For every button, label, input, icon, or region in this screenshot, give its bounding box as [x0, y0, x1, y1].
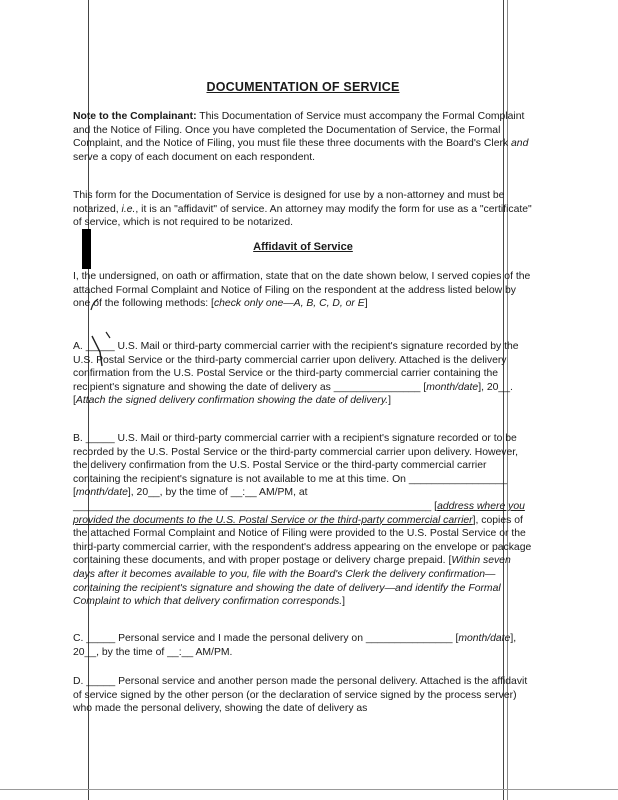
option-b-time-text: ], 20__, by the time of __:__ AM/PM, at ______________________________________________________________ — [73, 487, 432, 512]
note-paragraph — [73, 110, 533, 164]
option-d-paragraph — [73, 675, 533, 716]
form-text-1: This form for the Documentation of Service is designed for use by a non-attorney and must be notarized, — [73, 190, 505, 215]
note-label: Note to the Complainant: — [73, 111, 197, 122]
option-b-after-address: ], copies of the attached Formal Complaint and Notice of Filing were provided to the U.S. Postal Service or the third-party commercial carrier, with the respondent's address appearing on the envelope or package containing these documents, and with proper postage or delivery charge prepaid. [ — [73, 514, 532, 567]
intro-close: ] — [364, 298, 368, 310]
option-a-close: ] — [388, 395, 392, 407]
form-paragraph — [73, 189, 533, 230]
option-d-text: Personal service and another person made the personal delivery. Attached is the affidavit of service signed by the other person (or the declaration of service signed by the process server) who made the personal delivery, showing the date of delivery as — [73, 676, 528, 715]
form-ie: i.e. — [121, 203, 136, 215]
document-title: DOCUMENTATION OF SERVICE — [206, 80, 400, 94]
option-d-label: D. — [73, 676, 84, 687]
option-d-blank[interactable]: _____ — [86, 676, 116, 687]
option-b-text: U.S. Mail or third-party commercial carrier with a recipient's signature recorded or to be recorded by the U.S. Postal Service or the third-party commercial carrier upon delivery. However, the delivery confirmation from the U.S. Postal Service or the third-party commercial carrier containing the recipient's signature is not available to me at this time. On _________________ [ — [73, 433, 519, 499]
intro-text: I, the undersigned, on oath or affirmation, state that on the date shown below, I served copies of the attached Formal Complaint and Notice of Filing on the respondent at the address listed below by one of the following methods: [ — [73, 271, 531, 310]
option-a-label: A. — [73, 341, 83, 352]
option-a-italic-tail: Attach the signed delivery confirmation showing the date of delivery. — [75, 395, 389, 407]
intro-paragraph — [73, 270, 533, 311]
option-b-close: ] — [342, 596, 346, 608]
form-text-2: , it is an "affidavit" of service. An attorney may modify the form for use as a "certificate" of service, which is not required to be notarized. — [73, 203, 532, 229]
note-text: This Documentation of Service must accompany the Formal Complaint and the Notice of Filing. Once you have completed the Documentation of Service, the Formal Complaint, and the Notice of Filing, you must file these three documents with the Board's Clerk — [73, 111, 525, 150]
option-a-text: U.S. Mail or third-party commercial carrier with the recipient's signature recorded by the U.S. Postal Service or the third-party commercial carrier upon delivery. Attached is the delivery confirmation from the U.S. Postal Service or the third-party commercial carrier containing the recipient's signature and showing the date of delivery as _______________ [ — [73, 341, 519, 393]
option-c-label: C. — [73, 633, 84, 644]
option-c-month-date: month/date — [458, 633, 511, 644]
option-a-blank[interactable]: _____ — [85, 341, 115, 352]
option-c-paragraph — [73, 632, 533, 659]
option-b-month-date: month/date — [75, 487, 128, 499]
note-and: and — [511, 138, 529, 150]
option-c-tail: ], 20__, by the time of __:__ AM/PM. — [73, 633, 517, 658]
affidavit-heading: Affidavit of Service — [253, 241, 353, 253]
option-a-year-text: ], 20__. [ — [73, 381, 513, 407]
scan-bottom-edge — [0, 789, 618, 790]
note-tail: serve a copy of each document on each respondent. — [73, 151, 316, 163]
option-b-italic-tail: Within seven days after it becomes available to you, file with the Board's Clerk the delivery confirmation—containing the recipient's signature and showing the date of delivery—and identify the Formal Complaint to which that delivery confirmation corresponds. — [73, 555, 511, 608]
intro-italic: check only one—A, B, C, D, or E — [213, 298, 365, 310]
option-c-text: Personal service and I made the personal delivery on _______________ [ — [118, 633, 459, 644]
option-c-blank[interactable]: _____ — [86, 633, 116, 644]
option-b-address: address where you provided the documents to the U.S. Postal Service or the third-party commercial carrier — [73, 500, 525, 526]
option-b-blank[interactable]: _____ — [85, 433, 115, 444]
option-a-month-date: month/date — [426, 381, 479, 393]
option-a-paragraph — [73, 340, 533, 408]
option-b-paragraph: B. _____ U.S. Mail or third-party commercial carrier with a recipient's signature recorded or to be recorded by the U.S. Postal Service or the third-party commercial carrier upon delivery. However, the delivery confirmation from the U.S. Postal Service or the third-party commercial carrier containing the recipient's signature is not available to me at this time. On _________________ [month/date], 20__, by the time of __:__ AM/PM, at ______________________________________________________________ [address where you provided the documents to the U.S. Postal Service or the third-party commercial carrier], copies of the attached Formal Complaint and Notice of Filing were provided to the U.S. Postal Service or the third-party commercial carrier, with the respondent's address appearing on the envelope or package containing these documents, and with proper postage or delivery charge prepaid. [Within seven days after it becomes available to you, file with the Board's Clerk the delivery confirmation—containing the recipient's signature and showing the date of delivery—and identify the Formal Complaint to which that delivery confirmation corresponds.] — [73, 433, 532, 608]
option-b-label: B. — [73, 433, 83, 444]
